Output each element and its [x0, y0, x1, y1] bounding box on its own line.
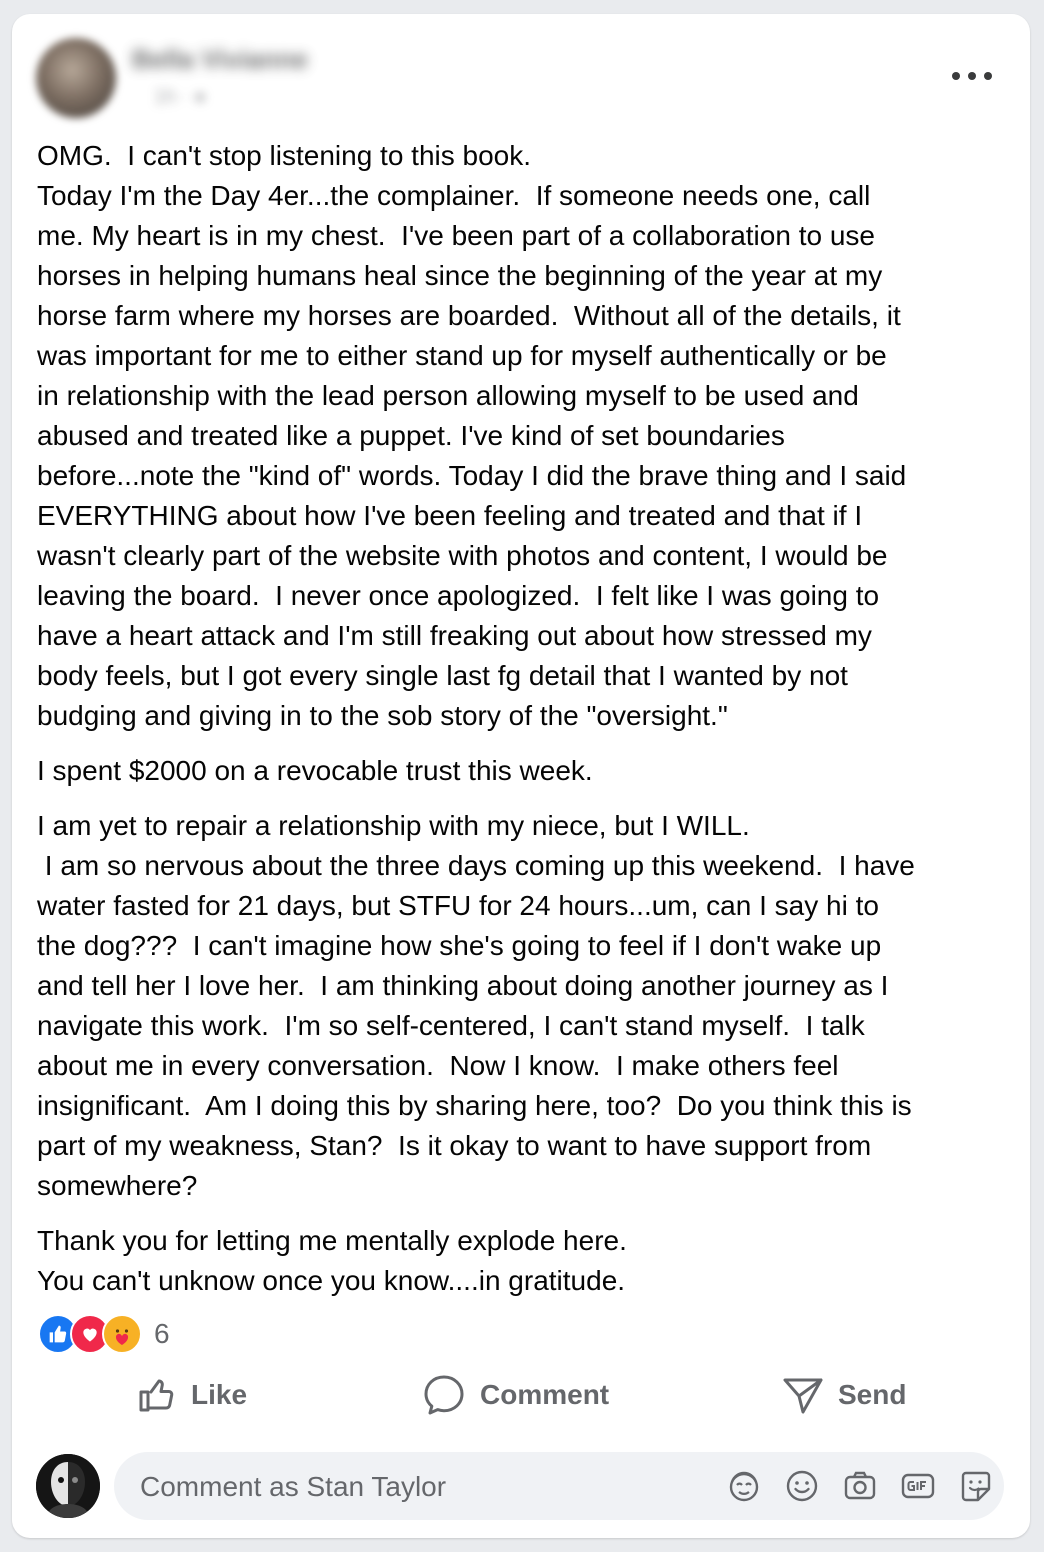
- avatar-sticker-icon[interactable]: [726, 1468, 762, 1504]
- more-dot-icon: [968, 72, 976, 80]
- post-text-line: somewhere?: [37, 1170, 198, 1201]
- post-text-line: have a heart attack and I'm still freaking out about how stressed my: [37, 620, 872, 651]
- more-dot-icon: [952, 72, 960, 80]
- comment-bubble-icon: [422, 1373, 466, 1417]
- camera-icon[interactable]: [842, 1468, 878, 1504]
- post-text-line: EVERYTHING about how I've been feeling and treated and that if I: [37, 500, 863, 531]
- post-text-line: I spent $2000 on a revocable trust this week.: [37, 755, 593, 786]
- post-text-line: wasn't clearly part of the website with photos and content, I would be: [37, 540, 888, 571]
- post-text-line: part of my weakness, Stan? Is it okay to want to have support from: [37, 1130, 872, 1161]
- post-text-line: budging and giving in to the sob story of the "oversight.": [37, 700, 728, 731]
- post-text-line: insignificant. Am I doing this by sharing here, too? Do you think this is: [37, 1090, 912, 1121]
- current-user-avatar[interactable]: [36, 1454, 100, 1518]
- post-text-line: water fasted for 21 days, but STFU for 24 hours...um, can I say hi to: [37, 890, 879, 921]
- post-text-line: horse farm where my horses are boarded. Without all of the details, it: [37, 300, 901, 331]
- care-reaction-icon: [102, 1314, 142, 1354]
- post-paragraph: [37, 806, 1012, 1206]
- post-text-line: the dog??? I can't imagine how she's going to feel if I don't wake up: [37, 930, 882, 961]
- emoji-icon[interactable]: [784, 1468, 820, 1504]
- more-options-button[interactable]: [952, 68, 992, 84]
- post-text-line: Today I'm the Day 4er...the complainer. If someone needs one, call: [37, 180, 871, 211]
- post-paragraph: [37, 751, 1012, 791]
- post-text-line: about me in every conversation. Now I know. I make others feel: [37, 1050, 839, 1081]
- post-text-line: You can't unknow once you know....in gratitude.: [37, 1265, 626, 1296]
- post-text-line: in relationship with the lead person allowing myself to be used and: [37, 380, 859, 411]
- post-text-line: Thank you for letting me mentally explode here.: [37, 1225, 627, 1256]
- comment-button[interactable]: [422, 1366, 609, 1424]
- send-icon: [782, 1374, 824, 1416]
- post-text-line: navigate this work. I'm so self-centered, I can't stand myself. I talk: [37, 1010, 865, 1041]
- post-text-line: body feels, but I got every single last fg detail that I wanted by not: [37, 660, 848, 691]
- more-dot-icon: [984, 72, 992, 80]
- reactions-summary[interactable]: [38, 1314, 170, 1354]
- reaction-count: 6: [154, 1318, 170, 1349]
- post-text-line: and tell her I love her. I am thinking about doing another journey as I: [37, 970, 889, 1001]
- comment-input[interactable]: [138, 1464, 702, 1510]
- author-name[interactable]: Bella Vivianne: [132, 44, 308, 74]
- post-text-line: leaving the board. I never once apologized. I felt like I was going to: [37, 580, 880, 611]
- comment-composer: [12, 1446, 1030, 1526]
- post-paragraph: [37, 1221, 1012, 1301]
- post-meta: [154, 86, 274, 112]
- post-text-line: I am yet to repair a relationship with my niece, but I WILL.: [37, 810, 750, 841]
- post-timestamp[interactable]: 1h ·: [154, 86, 195, 108]
- sticker-icon[interactable]: [958, 1468, 994, 1504]
- post-text: [37, 136, 1012, 1316]
- comment-box: [114, 1452, 1004, 1520]
- author-avatar[interactable]: [36, 38, 116, 118]
- post-text-line: abused and treated like a puppet. I've kind of set boundaries: [37, 420, 785, 451]
- send-label: Send: [838, 1379, 907, 1410]
- post-text-line: me. My heart is in my chest. I've been part of a collaboration to use: [37, 220, 875, 251]
- thumbs-up-icon: [137, 1375, 177, 1415]
- action-bar: [12, 1366, 1030, 1424]
- post-text-line: I am so nervous about the three days coming up this weekend. I have: [37, 850, 915, 881]
- post-card: [12, 14, 1030, 1538]
- post-text-line: before...note the "kind of" words. Today I did the brave thing and I said: [37, 460, 907, 491]
- post-text-line: horses in helping humans heal since the beginning of the year at my: [37, 260, 883, 291]
- post-paragraph: [37, 136, 1012, 736]
- comment-label: Comment: [480, 1379, 610, 1410]
- like-label: Like: [191, 1379, 248, 1410]
- gif-icon[interactable]: [900, 1468, 936, 1504]
- send-button[interactable]: [782, 1366, 906, 1424]
- globe-icon: ●: [194, 86, 207, 108]
- post-text-line: was important for me to either stand up for myself authentically or be: [37, 340, 887, 371]
- like-button[interactable]: [137, 1366, 247, 1424]
- post-text-line: OMG. I can't stop listening to this book.: [37, 140, 532, 171]
